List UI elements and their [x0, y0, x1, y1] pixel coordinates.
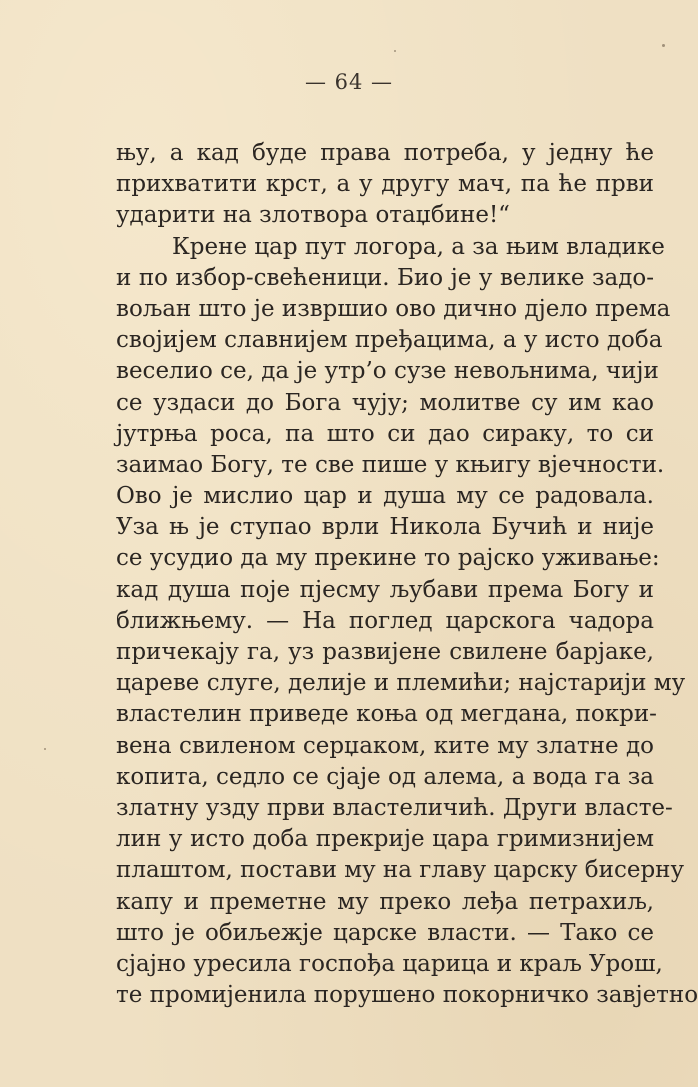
text-line: се усудио да му прекине то рајско уживање: — [116, 545, 660, 572]
text-line: цареве слуге, делије и племићи; најстарији му — [116, 670, 686, 697]
text-line: плаштом, постави му на главу царску бисерну — [116, 857, 685, 884]
text-line: копита, седло се сјаје од алема, а вода га за — [116, 763, 654, 790]
text-line: заимао Богу, те све пише у књигу вјечности. — [116, 451, 665, 478]
text-line: властелин приведе коња од мегдана, покри- — [116, 701, 657, 728]
text-line: Уза њ је ступао врли Никола Бучић и није — [116, 514, 654, 541]
text-line: вољан што је извршио ово дично дјело према — [116, 295, 671, 322]
paper-speck — [394, 50, 396, 52]
paper-speck — [44, 748, 46, 750]
text-line: капу и преметне му преко леђа петрахиљ, — [116, 888, 654, 915]
text-line: лин у исто доба прекрије цара гримизнијем — [116, 826, 654, 853]
text-line: њу, а кад буде права потреба, у једну ће — [116, 140, 654, 166]
text-line: јутрња роса, па што си дао сираку, то си — [116, 420, 654, 447]
text-line: златну узду први властеличић. Други власте- — [116, 794, 673, 821]
text-line: прихватити крст, а у другу мач, па ће први — [116, 171, 654, 198]
text-line: Ово је мислио цар и душа му се радовала. — [116, 483, 654, 510]
text-line: што је обиљежје царске власти. — Тако се — [116, 919, 654, 946]
text-line: те промијенила порушено покорничко завјетно — [116, 982, 698, 1009]
text-line: сјајно уресила госпођа царица и краљ Урош, — [116, 950, 663, 977]
text-line: се уздаси до Бога чују; молитве су им као — [116, 389, 654, 416]
paper-speck — [662, 44, 665, 47]
text-line: кад душа поје пјесму љубави према Богу и — [116, 576, 654, 603]
text-line: својијем славнијем пређацима, а у исто доба — [116, 327, 663, 354]
paragraph-start-line: Крене цар пут логора, а за њим владике — [172, 233, 665, 260]
text-line: вена свиленом серџаком, ките му златне до — [116, 732, 654, 759]
text-line: ближњему. — На поглед царскога чадора — [116, 607, 654, 634]
page-number: — 64 — — [304, 70, 394, 94]
body-text — [116, 138, 698, 1011]
text-line: причекају га, уз развијене свилене барјаке, — [116, 639, 654, 665]
text-line: веселио се, да је утр’о сузе невољнима, чији — [116, 358, 659, 385]
text-line: и по избор-свећеници. Био је у велике задо- — [116, 264, 654, 291]
text-line: ударити на злотвора отаџбине!“ — [116, 202, 510, 229]
